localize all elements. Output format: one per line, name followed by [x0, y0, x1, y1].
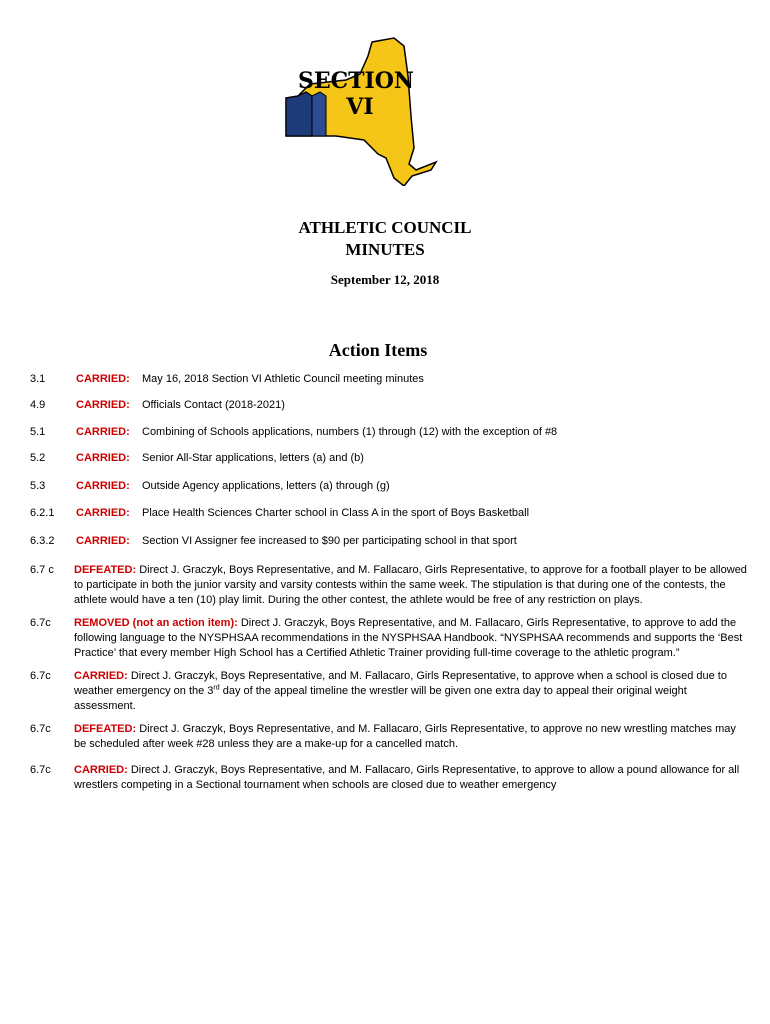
section-heading: Action Items: [328, 340, 428, 360]
motion-text: Direct J. Graczyk, Boys Representative, and M. Fallacaro, Girls Representative, to approve when a school is closed due to weather emergency on the 3: [74, 670, 727, 697]
section-vi-logo: [276, 36, 440, 186]
item-number: 5.1: [30, 426, 46, 438]
item-description: Section VI Assigner fee increased to $90 per participating school in that sport: [142, 535, 517, 547]
item-status: CARRIED:: [76, 507, 130, 519]
motion-text-continued: day of the appeal timeline the wrestler will be given one extra day to appeal their original weight assessment.: [74, 685, 687, 712]
motion-paragraph: [74, 763, 750, 793]
section-vi-region-east: [312, 92, 326, 136]
motion-paragraph: [74, 722, 750, 752]
motion-text: Direct J. Graczyk, Boys Representative, and M. Fallacaro, Girls Representative, to approve for a football player to be allowed to participate in both the junior varsity and varsity contests within the same week. The stipulation is that during one of the contests, the athlete would have a ten (10) play limit. During the other contest, the athlete would be free of any restriction on plays.: [74, 564, 747, 606]
item-status: CARRIED:: [76, 426, 130, 438]
motion-status: DEFEATED:: [74, 564, 137, 576]
item-number: 5.2: [30, 452, 46, 464]
logo-text-vi: VI: [346, 94, 374, 120]
item-status: CARRIED:: [76, 535, 130, 547]
item-description: Combining of Schools applications, numbers (1) through (12) with the exception of #8: [142, 426, 558, 438]
motion-text: Direct J. Graczyk, Boys Representative, and M. Fallacaro, Girls Representative, to approve to allow a pound allowance for all wrestlers competing in a Sectional tournament when schools are closed due to weather emergency: [74, 764, 740, 791]
item-number: 6.7 c: [30, 564, 54, 576]
item-number: 6.2.1: [30, 507, 55, 519]
logo-text-section: SECTION: [297, 68, 415, 94]
motion-paragraph: [74, 669, 750, 714]
item-number: 6.7c: [30, 764, 51, 776]
document-title-line1: ATHLETIC COUNCIL: [298, 218, 472, 237]
motion-text: Direct J. Graczyk, Boys Representative, and M. Fallacaro, Girls Representative, to approve to add the following language to the NYSPHSAA recommendations in the NYSPHSAA Handbook. “NYSPHSAA recommends and supports the ‘Best Practice’ that every member High School has a Certified Athletic Trainer providing full-time coverage to the athletic program.”: [74, 617, 743, 659]
motion-status: CARRIED:: [74, 764, 128, 776]
ordinal-suffix: rd: [213, 684, 220, 692]
item-number: 6.7c: [30, 723, 51, 735]
item-status: CARRIED:: [76, 399, 130, 411]
motion-status: DEFEATED:: [74, 723, 137, 735]
item-description: Place Health Sciences Charter school in Class A in the sport of Boys Basketball: [142, 507, 530, 519]
item-status: CARRIED:: [76, 373, 130, 385]
motion-status: CARRIED:: [74, 670, 128, 682]
item-status: CARRIED:: [76, 452, 130, 464]
item-description: May 16, 2018 Section VI Athletic Council meeting minutes: [142, 373, 424, 385]
motion-paragraph: [74, 563, 750, 608]
item-number: 6.7c: [30, 670, 51, 682]
motion-text: Direct J. Graczyk, Boys Representative, and M. Fallacaro, Girls Representative, to approve no new wrestling matches may be scheduled after week #28 unless they are a make-up for a cancelled match.: [74, 723, 736, 750]
motion-status: REMOVED (not an action item):: [74, 617, 238, 629]
item-number: 6.3.2: [30, 535, 55, 547]
item-description: Senior All-Star applications, letters (a) and (b): [142, 452, 364, 464]
motion-paragraph: [74, 616, 750, 661]
item-number: 5.3: [30, 480, 46, 492]
section-vi-region: [286, 92, 312, 136]
item-number: 3.1: [30, 373, 46, 385]
item-number: 4.9: [30, 399, 46, 411]
item-status: CARRIED:: [76, 480, 130, 492]
document-title-line2: MINUTES: [345, 240, 425, 259]
item-description: Officials Contact (2018-2021): [142, 399, 285, 411]
item-description: Outside Agency applications, letters (a) through (g): [142, 480, 390, 492]
meeting-date: September 12, 2018: [330, 272, 440, 287]
item-number: 6.7c: [30, 617, 51, 629]
